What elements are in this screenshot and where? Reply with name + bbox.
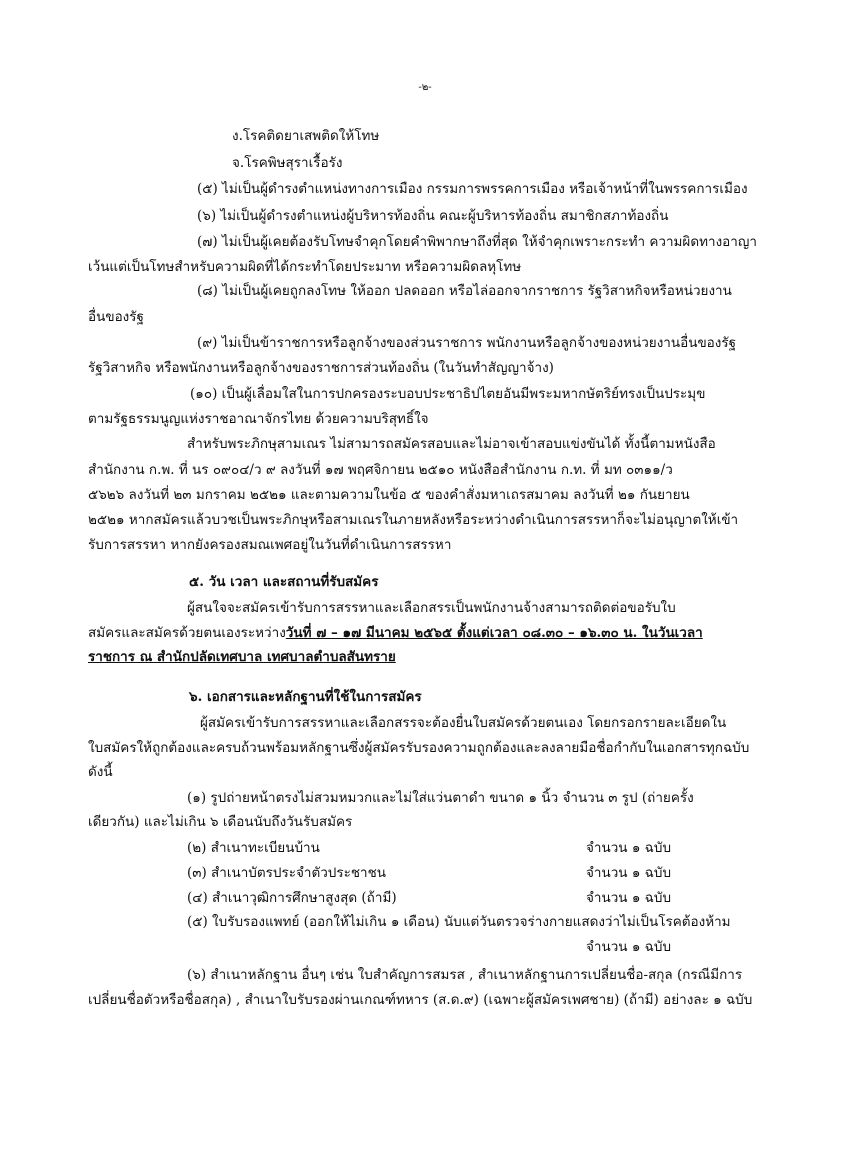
item-10-line2: ตามรัฐธรรมนูญแห่งราชอาณาจักรไทย ด้วยความบริสุทธิ์ใจ [88, 411, 429, 427]
monk-paragraph-line1: สำหรับพระภิกษุสามเณร ไม่สามารถสมัครสอบและไม่อาจเข้าสอบแข่งขันได้ ทั้งนี้ตามหนังสือ [187, 436, 716, 452]
monk-paragraph-line3: ๕๖๒๖ ลงวันที่ ๒๓ มกราคม ๒๕๒๑ และตามความในข้อ ๕ ของคำสั่งมหาเถรสมาคม ลงวันที่ ๒๑ กันยายน [88, 487, 690, 503]
doc-6-line1: (๖) สำเนาหลักฐาน อื่นๆ เช่น ใบสำคัญการสมรส , สำเนาหลักฐานการเปลี่ยนชื่อ-สกุล (กรณีมีการ [187, 967, 743, 983]
monk-paragraph-line5: รับการสรรหา หากยังครองสมณเพศอยู่ในวันที่ดำเนินการสรรหา [88, 537, 452, 553]
doc-6-line2: เปลี่ยนชื่อตัวหรือชื่อสกุล) , สำเนาใบรับรองผ่านเกณฑ์ทหาร (ส.ด.๙) (เฉพาะผู้สมัครเพศชาย) (ถ้ามี) อย่างละ ๑ ฉบับ [88, 992, 753, 1008]
section-6-para-line2: ใบสมัครให้ถูกต้องและครบถ้วนพร้อมหลักฐานซึ่งผู้สมัครรับรองความถูกต้องและลงลายมือชื่อกำกับในเอกสารทุกฉบับ [88, 740, 750, 756]
item-10-line1: (๑๐) เป็นผู้เลื่อมใสในการปกครองระบอบประชาธิปไตยอันมีพระมหากษัตริย์ทรงเป็นประมุข [190, 386, 706, 402]
doc-3-label: (๓) สำเนาบัตรประจำตัวประชาชน [187, 865, 386, 881]
item-7-line1: (๗) ไม่เป็นผู้เคยต้องรับโทษจำคุกโดยคำพิพากษาถึงที่สุด ให้จำคุกเพราะกระทำ ความผิดทางอาญา [197, 234, 757, 250]
item-6: (๖) ไม่เป็นผู้ดำรงตำแหน่งผู้บริหารท้องถิ่น คณะผู้บริหารท้องถิ่น สมาชิกสภาท้องถิ่น [197, 208, 669, 224]
doc-2-qty: จำนวน ๑ ฉบับ [586, 840, 672, 856]
doc-2-label: (๒) สำเนาทะเบียนบ้าน [187, 840, 320, 856]
item-8-line1: (๘) ไม่เป็นผู้เคยถูกลงโทษ ให้ออก ปลดออก หรือไล่ออกจากราชการ รัฐวิสาหกิจหรือหน่วยงาน [197, 283, 732, 299]
item-9-line1: (๙) ไม่เป็นข้าราชการหรือลูกจ้างของส่วนราชการ พนักงานหรือลูกจ้างของหน่วยงานอื่นของรัฐ [197, 335, 737, 351]
item-8-line2: อื่นของรัฐ [88, 309, 144, 325]
doc-1-line2: เดียวกัน) และไม่เกิน ๖ เดือนนับถึงวันรับสมัคร [88, 814, 353, 830]
doc-5-qty: จำนวน ๑ ฉบับ [586, 939, 672, 955]
doc-4-qty: จำนวน ๑ ฉบับ [586, 890, 672, 906]
section-5-line1: ผู้สนใจจะสมัครเข้ารับการสรรหาและเลือกสรรเป็นพนักงานจ้างสามารถติดต่อขอรับใบ [187, 600, 676, 616]
doc-3-qty: จำนวน ๑ ฉบับ [586, 865, 672, 881]
item-9-line2: รัฐวิสาหกิจ หรือพนักงานหรือลูกจ้างของราชการส่วนท้องถิ่น (ในวันทำสัญญาจ้าง) [88, 360, 554, 376]
monk-paragraph-line2: สำนักงาน ก.พ. ที่ นร ๐๙๐๔/ว ๙ ลงวันที่ ๑๗ พฤศจิกายน ๒๕๑๐ หนังสือสำนักงาน ก.ท. ที่ มท ๐๓๑๑/ว [88, 462, 673, 478]
monk-paragraph-line4: ๒๕๒๑ หากสมัครแล้วบวชเป็นพระภิกษุหรือสามเณรในภายหลังหรือระหว่างดำเนินการสรรหาก็จะไม่อนุญาตให้เข้า [88, 512, 739, 528]
section-6-para-line1: ผู้สมัครเข้ารับการสรรหาและเลือกสรรจะต้องยื่นใบสมัครด้วยตนเอง โดยกรอกรายละเอียดใน [200, 715, 727, 731]
doc-4-label: (๔) สำเนาวุฒิการศึกษาสูงสุด (ถ้ามี) [187, 890, 397, 906]
doc-5-label: (๕) ใบรับรองแพทย์ (ออกให้ไม่เกิน ๑ เดือน) นับแต่วันตรวจร่างกายแสดงว่าไม่เป็นโรคต้องห้าม [187, 914, 731, 930]
doc-1-line1: (๑) รูปถ่ายหน้าตรงไม่สวมหมวกและไม่ใส่แว่นตาดำ ขนาด ๑ นิ้ว จำนวน ๓ รูป (ถ่ายครั้ง [187, 790, 694, 806]
item-7-line2: เว้นแต่เป็นโทษสำหรับความผิดที่ได้กระทำโดยประมาท หรือความผิดลหุโทษ [88, 259, 522, 275]
application-date-time: วันที่ ๗ – ๑๗ มีนาคม ๒๕๖๕ ตั้งแต่เวลา ๐๘.๓๐ – ๑๖.๓๐ น. ในวันเวลา [285, 625, 703, 641]
page-number: -๒- [418, 82, 432, 93]
application-place: ราชการ ณ สำนักปลัดเทศบาล เทศบาลตำบลสันทราย [88, 649, 396, 665]
section-5-line2-text: สมัครและสมัครด้วยตนเองระหว่าง [88, 625, 286, 641]
section-5-line2 [88, 623, 703, 643]
item-5: (๕) ไม่เป็นผู้ดำรงตำแหน่งทางการเมือง กรรมการพรรคการเมือง หรือเจ้าหน้าที่ในพรรคการเมือง [197, 181, 748, 197]
item-cho: จ.โรคพิษสุราเรื้อรัง [232, 155, 343, 171]
item-ng: ง.โรคติดยาเสพติดให้โทษ [232, 128, 380, 144]
section-5-heading: ๕. วัน เวลา และสถานที่รับสมัคร [189, 574, 379, 590]
section-6-heading: ๖. เอกสารและหลักฐานที่ใช้ในการสมัคร [189, 689, 422, 705]
section-6-para-line3: ดังนี้ [88, 764, 113, 780]
